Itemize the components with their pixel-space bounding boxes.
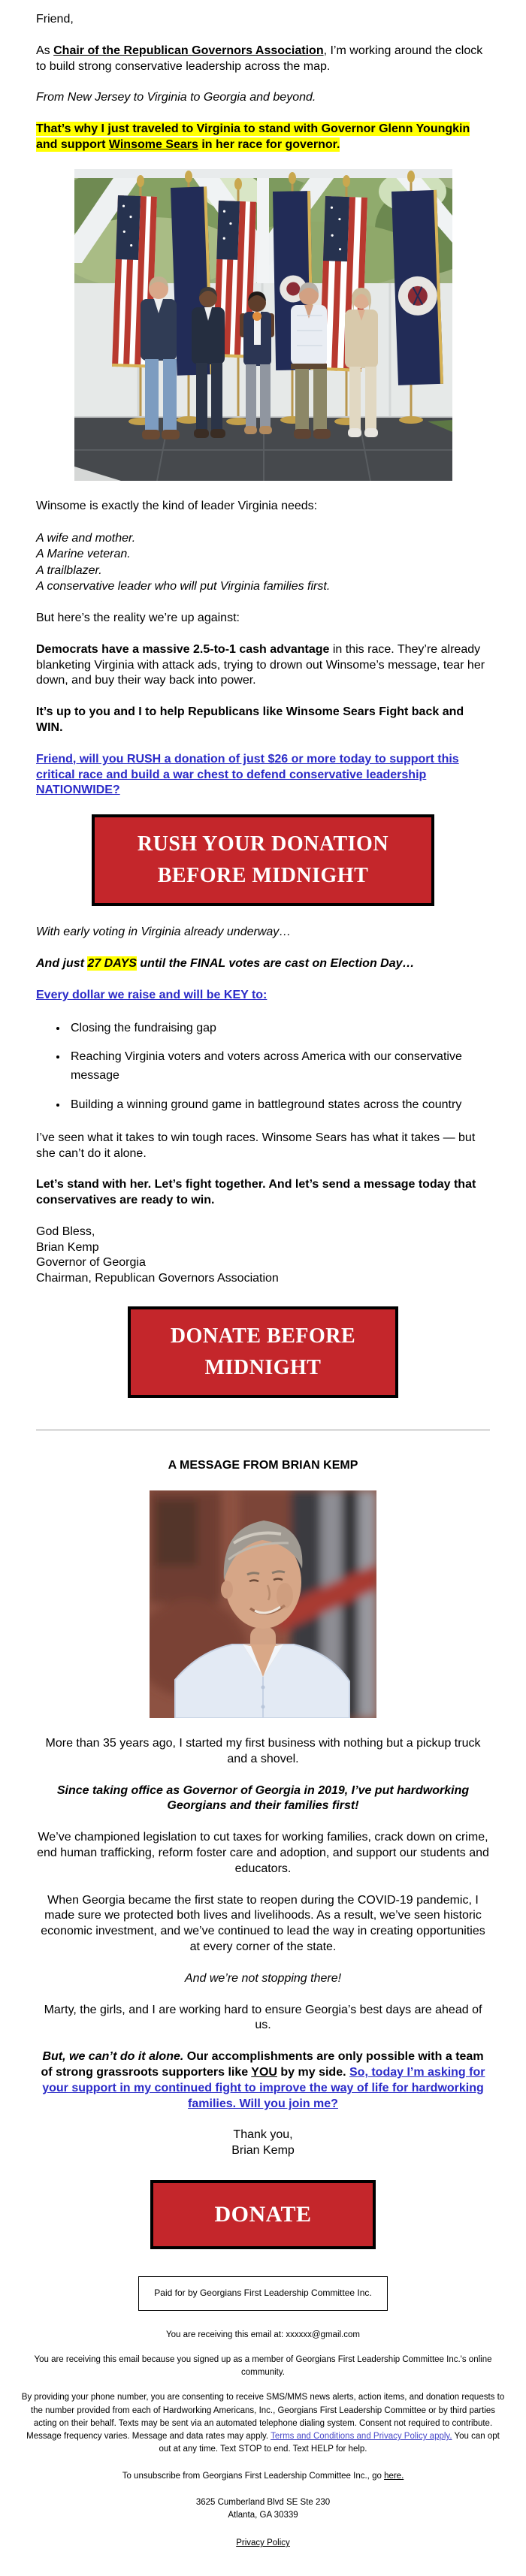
qualities-list	[36, 530, 490, 595]
cash-advantage-text: Democrats have a massive 2.5-to-1 cash advantage	[36, 642, 330, 656]
donate-midnight-line1: DONATE BEFORE	[170, 1324, 356, 1348]
intro-pre: As	[36, 44, 54, 57]
intro-paragraph	[36, 44, 490, 75]
needs-line: Winsome is exactly the kind of leader Virginia needs:	[36, 499, 318, 512]
tough-races-line: I’ve seen what it takes to win tough races. Winsome Sears has what it takes — but she can’t do it alone.	[36, 1131, 476, 1160]
democrats-paragraph	[36, 642, 490, 689]
stand-with-her-line: Let’s stand with her. Let’s fight together. And let’s send a message today that conservatives are ready to win.	[36, 1178, 476, 1207]
days-left-line	[36, 956, 490, 972]
event-photo-image	[74, 169, 452, 481]
receiving-at-line: You are receiving this email at: xxxxxx@gmail.com	[166, 2330, 360, 2339]
highlight-pre: That’s why I just traveled to Virginia to stand with Governor Glenn Youngkin and support	[36, 122, 470, 151]
address-line2: Atlanta, GA 30339	[228, 2511, 298, 2520]
sms-text-pre: By providing your phone number, you are consenting to receive SMS/MMS news alerts, action items, and donation requests to the number provided from each of Hardworking Americans, Inc., Georgians First Leadership Committee or by third parties acting on their behalf. Texts may be sent via an automated telephone dialing system. Consent not required to contribute. Message frequency varies. Message and data rates may apply.	[21, 2393, 505, 2442]
unsubscribe-line	[21, 2470, 505, 2483]
key-to-paragraph	[36, 988, 490, 1004]
alone-italic: But, we can’t do it alone.	[42, 2050, 184, 2064]
terms-link[interactable]: Terms and Conditions and Privacy Policy apply.	[271, 2432, 452, 2442]
early-voting-line: With early voting in Virginia already underway…	[36, 926, 292, 939]
cant-do-it-alone-paragraph	[36, 2049, 490, 2112]
unsubscribe-text: To unsubscribe from Georgians First Leadership Committee Inc., go	[122, 2471, 385, 2481]
bullet-item: • Reaching Virginia voters and voters across America with our conservative message	[68, 1048, 490, 1086]
thank-you-block	[36, 2128, 490, 2159]
thank-you-line: Thank you,	[233, 2128, 293, 2142]
reality-line: But here’s the reality we’re up against:	[36, 611, 240, 624]
quality-line: A Marine veteran.	[36, 548, 131, 561]
days-pre: And just	[36, 956, 88, 970]
quality-line: A conservative leader who will put Virginia families first.	[36, 580, 331, 593]
quality-line: A trailblazer.	[36, 563, 102, 577]
rush-donation-button-line2: BEFORE MIDNIGHT	[157, 864, 369, 888]
kemp-portrait-image	[150, 1490, 376, 1718]
sms-disclaimer	[21, 2391, 505, 2456]
signature-line: God Bless,	[36, 1225, 95, 1238]
intro-post: , I’m working around the clock to build strong conservative leadership across the map.	[36, 44, 483, 73]
unsubscribe-link[interactable]: here.	[384, 2471, 404, 2481]
sms-text-post: You can opt out at any time. Text STOP to end. Text HELP for help.	[159, 2432, 500, 2454]
community-line: You are receiving this email because you signed up as a member of Georgians First Leadership Committee Inc.'s online community.	[34, 2354, 492, 2378]
privacy-policy-row	[21, 2537, 505, 2550]
donate-before-midnight-button[interactable]	[128, 1306, 398, 1398]
marty-line: Marty, the girls, and I are working hard to ensure Georgia’s best days are ahead of us.	[44, 2003, 482, 2032]
signature-block	[36, 1225, 490, 1287]
you-underline: YOU	[251, 2066, 277, 2079]
pickup-truck-line: More than 35 years ago, I started my first business with nothing but a pickup truck and a shovel.	[45, 1737, 481, 1765]
signature-line: Governor of Georgia	[36, 1256, 146, 1270]
privacy-policy-link[interactable]: Privacy Policy	[236, 2538, 290, 2548]
thank-you-line: Brian Kemp	[231, 2144, 295, 2158]
quality-line: A wife and mother.	[36, 531, 136, 545]
days-post: until the FINAL votes are cast on Election Day…	[136, 956, 415, 970]
signature-line: Brian Kemp	[36, 1240, 99, 1254]
rush-donation-button-line1: RUSH YOUR DONATION	[137, 832, 389, 856]
not-stopping-line: And we’re not stopping there!	[184, 1971, 342, 1985]
rush-donation-button[interactable]	[92, 814, 434, 906]
rga-chair-text: Chair of the Republican Governors Association	[53, 44, 324, 57]
address-line1: 3625 Cumberland Blvd SE Ste 230	[195, 2497, 331, 2507]
alone-bold-a: Our accomplishments are only possible with a team of strong grassroots supporters like	[41, 2050, 484, 2079]
join-me-link[interactable]: So, today I’m asking for your support in my continued fight to improve the way of life for hardworking families. Will you join me?	[42, 2066, 485, 2110]
signature-line: Chairman, Republican Governors Association	[36, 1272, 279, 1285]
paid-for-disclaimer-box: Paid for by Georgians First Leadership Committee Inc.	[138, 2276, 388, 2311]
reopen-line: When Georgia became the first state to reopen during the COVID-19 pandemic, I made sure we protected both lives and livelihoods. As a result, we’ve seen historic economic investment, and we’ve continued to lead the way in creating opportunities at every corner of the state.	[41, 1893, 485, 1954]
donate-button[interactable]: DONATE	[150, 2180, 376, 2249]
highlight-paragraph	[36, 122, 490, 153]
donate-midnight-line2: MIDNIGHT	[204, 1356, 322, 1380]
donation-ask-paragraph	[36, 752, 490, 799]
days-highlight: 27 DAYS	[87, 956, 137, 970]
taking-office-line: Since taking office as Governor of Georgia in 2019, I’ve put hardworking Georgians and their families first!	[56, 1783, 470, 1813]
bullet-item: • Building a winning ground game in battleground states across the country	[68, 1096, 490, 1115]
cash-advantage-rest: in this race. They’re already blanketing Virginia with attack ads, trying to drown out Winsome’s message, tear her down, and buy their way back into power.	[36, 642, 485, 687]
email-footer	[0, 2276, 526, 2576]
greeting: Friend,	[36, 13, 74, 26]
bullet-item: • Closing the fundraising gap	[68, 1019, 490, 1038]
winsome-sears-link[interactable]: Winsome Sears	[108, 137, 198, 151]
states-line: From New Jersey to Virginia to Georgia and beyond.	[36, 91, 316, 104]
message-heading: A MESSAGE FROM BRIAN KEMP	[168, 1459, 358, 1472]
alone-bold-b: by my side.	[277, 2066, 349, 2079]
legislation-line: We’ve championed legislation to cut taxes for working families, crack down on crime, end human trafficking, reform foster care and adoption, and support our students and educators.	[37, 1831, 489, 1875]
donation-ask-link[interactable]: Friend, will you RUSH a donation of just $26 or more today to support this critical race and build a war chest to defend conservative leadership NATIONWIDE?	[36, 752, 459, 797]
highlight-post: in her race for governor.	[198, 137, 340, 151]
key-bullet-list	[36, 1019, 490, 1115]
mailing-address	[21, 2496, 505, 2523]
every-dollar-link[interactable]: Every dollar we raise and will be KEY to:	[36, 988, 268, 1001]
fight-back-line: It’s up to you and I to help Republicans like Winsome Sears Fight back and WIN.	[36, 705, 464, 734]
